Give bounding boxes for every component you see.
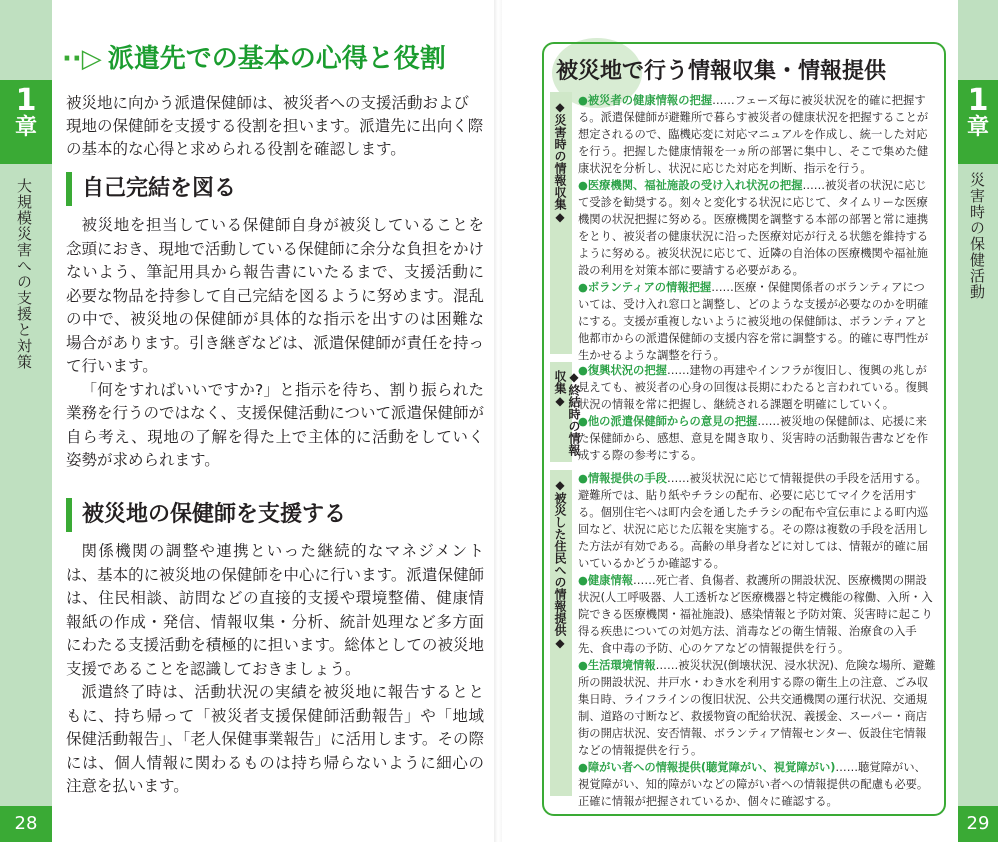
chapter-number: 1 <box>15 83 37 118</box>
chapter-marker <box>0 80 52 164</box>
item-text: ……医療・保健関係者のボランティアについては、受け入れ窓口と調整し、どのような支援が必要なのかを明確にする。支援が重複しないように被災地の保健師は、ボランティアと他都市からの派遣保健師の支援内容を常に調整する。的確に専門性が生かせるような調整を行う。 <box>578 281 929 362</box>
chapter-marker <box>958 80 998 164</box>
side-label: 大規模災害への支援と対策 <box>15 178 33 370</box>
box-title: 被災地で行う情報収集・情報提供 <box>556 59 887 84</box>
paragraph: 被災地を担当している保健師自身が被災していることを念頭におき、現地で活動している保健師に余分な負担をかけないよう、筆記用具から報告書にいたるまで、支援活動に必要な物品を持参して自己完結を図るように努めます。混乱の中で、被災地の保健師が具体的な指示を出すのは困難な場合があります。引き継ぎなどは、派遣保健師が責任を持って行います。 <box>66 216 484 375</box>
list-item <box>578 279 936 364</box>
info-group <box>550 362 938 462</box>
section-heading-text: 自己完結を図る <box>66 172 484 206</box>
item-key: ●障がい者への情報提供(聴覚障がい、視覚障がい) <box>578 761 836 774</box>
info-group <box>550 470 938 808</box>
section-heading <box>66 498 484 532</box>
chapter-label: 章 <box>14 115 37 140</box>
intro-text: 被災地に向かう派遣保健師は、被災者への支援活動および現地の保健師を支援する役割を担います。派遣先に出向く際の基本的な心得と求められる役割を確認します。 <box>66 94 484 158</box>
list-item <box>578 470 936 572</box>
info-group <box>550 92 938 362</box>
side-label: 災害時の保健活動 <box>968 172 986 300</box>
item-key: ●医療機関、福祉施設の受け入れ状況の把握 <box>578 179 803 192</box>
item-key: ●他の派遣保健師からの意見の把握 <box>578 415 758 428</box>
item-text: ……被災状況に応じて情報提供の手段を活用する。避難所では、貼り紙やチラシの配布、必要に応じてマイクを活用する。個別住宅へは町内会を通したチラシの配布や宣伝車による町内巡回など、状況に応じた広報を実施する。その際は複数の手段を活用した方法が有効である。高齢の単身者などに対しては、情報が的確に届いているかどうか確認する。 <box>578 472 929 570</box>
item-text: ……建物の再建やインフラが復旧し、復興の兆しが見えても、被災者の心身の回復は長期にわたると言われている。復興状況の情報を常に把握し、継続される課題を明確にしていく。 <box>578 364 929 411</box>
section-heading-text: 被災地の保健師を支援する <box>66 498 484 532</box>
list-item <box>578 413 936 464</box>
group-content <box>578 362 936 464</box>
chapter-label: 章 <box>966 115 989 140</box>
paragraph: 派遣終了時は、活動状況の実績を被災地に報告するとともに、持ち帰って「被災者支援保健師活動報告」や「地域保健活動報告」、「老人保健事業報告」に活用します。その際には、個人情報に関わるものは持ち帰らないように細心の注意を払います。 <box>66 683 484 795</box>
right-page <box>502 0 998 842</box>
group-label: ◆被災した住民への情報提供◆ <box>553 478 567 650</box>
group-content <box>578 470 936 810</box>
paragraph: 関係機関の調整や連携といった継続的なマネジメントは、基本的に被災地の保健師を中心に行います。派遣保健師は、住民相談、訪問などの直接的支援や環境整備、健康情報紙の作成・発信、情報収集・分析、統計処理など多方面にわたる支援活動を積極的に担います。総体としての被災地支援であることを認識しておきましょう。 <box>66 542 484 678</box>
list-item <box>578 657 936 759</box>
group-label: ◆災害時の情報収集◆ <box>553 100 567 224</box>
group-content <box>578 92 936 364</box>
item-key: ●復興状況の把握 <box>578 364 667 377</box>
item-text: ……聴覚障がい、視覚障がい、知的障がいなどの障がい者への情報提供の配慮も必要。正確に情報が把握されているか、個々に確認する。 <box>578 761 929 808</box>
item-text: ……フェーズ毎に被災状況を的確に把握する。派遣保健師が避難所で暮らす被災者の健康状況を把握することが想定されるので、臨機応変に対応マニュアルを作成し、統一した対応を行う。把握した健康情報を一ヵ所の部署に集中し、そこで集めた健康状況を分析し、状況に応じた対応を判断、指示を行う。 <box>578 94 929 175</box>
page-number: 28 <box>0 806 52 842</box>
group-label: ◆終結時の情報収集◆ <box>553 370 581 456</box>
group-label-bar <box>550 92 572 354</box>
item-key: ●生活環境情報 <box>578 659 656 672</box>
section-heading <box>66 172 484 206</box>
page-title-text: 派遣先での基本の心得と役割 <box>107 44 446 74</box>
item-key: ●ボランティアの情報把握 <box>578 281 712 294</box>
arrow-icon: ··▷ <box>62 44 102 74</box>
section-body <box>66 540 484 799</box>
item-key: ●健康情報 <box>578 574 634 587</box>
list-item <box>578 572 936 657</box>
item-text: ……被災者の状況に応じて受診を勧奨する。刻々と変化する状況に応じて、タイムリーな医療機関の状況把握に努める。医療機関を調整する本部の部署と常に連携をとり、被災者の健康状況に沿った医療対応が行える状態を維持するように努める。被災状況に応じて、近隣の自治体の医療機関や福祉施設の利用を対策本部に要請する必要がある。 <box>578 179 929 277</box>
item-key: ●被災者の健康情報の把握 <box>578 94 713 107</box>
group-label-bar <box>550 362 581 462</box>
chapter-number: 1 <box>967 83 989 118</box>
paragraph: 「何をすればいいですか?」と指示を待ち、割り振られた業務を行うのではなく、支援保健活動について派遣保健師が自ら考え、現地の了解を得た上で主体的に活動をしていく姿勢が求められます。 <box>66 380 484 469</box>
list-item <box>578 177 936 279</box>
section-body <box>66 214 484 473</box>
left-page <box>0 0 496 842</box>
group-label-bar <box>550 470 572 796</box>
page-title <box>62 42 492 76</box>
item-text: ……被災状況(倒壊状況、浸水状況)、危険な場所、避難所の開設状況、井戸水・わき水を利用する際の衛生上の注意、ごみ収集日時、ライフラインの復旧状況、公共交通機関の運行状況、交通規制、道路の寸断など、救援物資の配給状況、義援金、スーパー・商店街の開店状況、安否情報、ボランティア情報センター、仮設住宅情報などの情報提供を行う。 <box>578 659 936 757</box>
list-item <box>578 759 936 810</box>
item-text: ……被災地の保健師は、応援に来た保健師から、感想、意見を聞き取り、災害時の活動報告書などを作成する際の参考にする。 <box>578 415 929 462</box>
list-item <box>578 362 936 413</box>
item-key: ●情報提供の手段 <box>578 472 667 485</box>
item-text: ……死亡者、負傷者、救護所の開設状況、医療機関の開設状況(人工呼吸器、人工透析など医療機器と特定機能の稼働、入所・入院できる医療機関・福祉施設)、感染情報と予防対策、災害時に起こり得る疾患についての対処方法、消毒などの衛生情報、治療食の入手先、食中毒の予防、心のケアなどの情報提供を行う。 <box>578 574 933 655</box>
list-item <box>578 92 936 177</box>
page-number: 29 <box>958 806 998 842</box>
